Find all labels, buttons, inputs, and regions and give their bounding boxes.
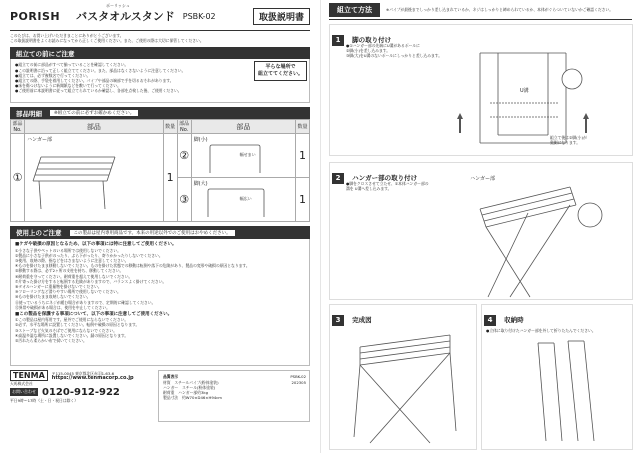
usage-heading-2: ■この製品を保護する事項について、以下の事項に注意してご使用ください。 — [15, 312, 173, 318]
step-1-after-line-1: 組立て後は②脚(小)が — [550, 135, 587, 140]
hanger-illustration — [27, 143, 127, 213]
part-2-cell — [191, 134, 295, 178]
company-name-jp: 天馬株式会社 — [10, 381, 33, 387]
product-title: バスタオルスタンド — [76, 10, 175, 23]
part-2-qty: 1 — [296, 134, 310, 178]
step-1-note: ②脚(小)を差し込みます。 — [346, 48, 391, 54]
notice-item: ●この説明書に沿って正しく組立ててください。また、部品はなくさないように注意してください。 — [15, 67, 186, 73]
usage-item: ⑪使っているうちにネジが緩む場合がありますので、定期的に確認してください。 — [15, 299, 156, 305]
step-2-label: ハンガー部の取り付け — [352, 174, 418, 182]
usage-item: ④高温多湿な場所に設置しないでください。錆の原因となります。 — [15, 332, 129, 338]
usage-item: ⑧タオルハンガーに重量物を掛けないでください。 — [15, 284, 102, 290]
intro-text — [10, 33, 310, 43]
part-1-qty: 1 — [163, 134, 177, 222]
step-4-note: ●立体に取り付けたハンガー部を外して折りたたんでください。 — [486, 328, 596, 333]
leg-large-label: 幅広い — [239, 196, 252, 202]
spec-line: 材質 スチールパイプ(粉体塗装) — [163, 379, 219, 385]
step-4-header — [482, 305, 632, 328]
right-page — [320, 0, 640, 453]
part-3-qty: 1 — [296, 178, 310, 222]
usage-item: ④ものを掛けたまま移動しないでください。ものを掛けた状態での移動は転倒や落下の危険があり、製品の変形や破損の原因となります。 — [15, 263, 250, 269]
part-3-no: ③ — [177, 178, 191, 222]
usage-heading: 使用上のご注意 — [16, 229, 62, 238]
part-2-no: ② — [177, 134, 191, 178]
contact-row — [10, 387, 152, 398]
hanger-part-label: ハンガー部 — [470, 176, 496, 182]
usage-title-bar — [10, 226, 310, 239]
part-2-name: 脚(小) — [193, 137, 208, 144]
storage-illustration — [498, 335, 618, 445]
phone-number[interactable]: 0120-912-922 — [42, 386, 120, 398]
usage-item: ②製品に小さな子供がのったり、ぶら下がったり、寄りかかったりしないでください。 — [15, 252, 163, 258]
col-name-header — [25, 120, 164, 134]
company-logo: TENMA — [10, 370, 48, 381]
usage-item: ③使用、収納の際、指などをはさまないように注意してください。 — [15, 258, 129, 264]
spec-title: 品質表示 — [163, 374, 179, 380]
col-name-label: 部品 — [86, 122, 101, 131]
flat-badge-line-1: 平らな場所で — [265, 64, 296, 71]
code-block — [290, 374, 306, 384]
step-2-notes — [346, 181, 466, 191]
leg-small-label: 幅せまい — [239, 152, 256, 158]
col-qty-header-2: 数量 — [296, 120, 310, 134]
steps-warning: ※パイプが最後までしっかり差し込まれているか、ネジはしっかりと締められているか、本体がぐらついていないかご確認ください。 — [386, 7, 614, 12]
usage-heading-1: ■ケガや破損の原因となるため、以下の事項には特に注意してご使用ください。 — [15, 242, 177, 248]
notice-item: ●床を傷つけないように新聞紙などを敷いて行ってください。 — [15, 83, 121, 89]
step-1-after-note — [550, 135, 587, 145]
step-1-note: ③脚(大)をU溝のないポールにしっかりと差し込みます。 — [346, 53, 443, 59]
step-3-panel — [329, 304, 477, 450]
step-2-note: ●脚をクロスさせて立たせ、①本体ハンガー部の — [346, 181, 429, 186]
usage-item: ①小さな子供やペットのいる場所では使用しないでください。 — [15, 247, 121, 253]
step-4-notes — [482, 328, 632, 333]
step-3-number: 3 — [332, 315, 344, 326]
usage-item: ①この製品は屋内専用です。屋外でご使用にならないでください。 — [15, 317, 129, 323]
step-3-label: 完成図 — [352, 316, 372, 324]
parts-title-bar — [10, 107, 310, 119]
product-code: PSBK-02 — [290, 374, 306, 380]
usage-box — [10, 239, 310, 366]
header-rule — [10, 30, 310, 31]
usage-item: ③ストーブなど火気のそばでご使用にならないでください。 — [15, 327, 117, 333]
notice-item: ●組立ての前に部品がすべて揃っていることを確認してください。 — [15, 62, 129, 68]
parts-table — [10, 119, 310, 222]
step-1-note: ●①ハンガー部の先端にU溝があるポールに — [346, 43, 420, 48]
step-4-label: 収納時 — [504, 316, 524, 324]
step-2-illustration — [450, 179, 620, 299]
notice-item: ●組立ての際、手袋を着用してください。パイプや部品の端部で手を切るおそれがあります。 — [15, 78, 174, 84]
step-3-header — [330, 305, 476, 328]
u-groove-label: U溝 — [520, 88, 529, 94]
parts-note: ※組立ての前に必ずお確かめください。 — [50, 110, 138, 116]
contact-label: お問い合わせ — [12, 389, 36, 395]
assembly-notice-title — [10, 47, 310, 59]
col-no-header: 部品No. — [12, 121, 23, 134]
company-url[interactable]: https://www.tenmacorp.co.jp — [51, 374, 134, 381]
usage-item: ⑫異常や破損がある場合は、使用を中止してください。 — [15, 304, 110, 310]
header — [10, 2, 310, 30]
step-4-panel — [481, 304, 633, 450]
brand-logo: PORISH — [10, 9, 61, 23]
leg-small-illustration — [206, 143, 266, 175]
step-1-panel — [329, 24, 633, 156]
assembly-notice-box — [10, 59, 310, 103]
part-3-cell — [191, 178, 295, 222]
spec-line: 耐荷重 ハンガー部約3kg — [163, 390, 208, 396]
flat-badge-line-2: 組立ててください。 — [257, 71, 303, 78]
step-1-after-line-2: 奥側になります。 — [550, 140, 581, 146]
usage-note: この製品は屋内専用商品です。本来の用途以外でのご使用はおやめください。 — [70, 230, 235, 236]
assembly-notice-heading: 組立ての前にご注意 — [16, 49, 75, 58]
spec-box — [158, 370, 310, 422]
completed-stand-illustration — [340, 327, 470, 447]
manual-label: 取扱説明書 — [253, 8, 310, 25]
print-date: 202305 — [291, 379, 306, 385]
steps-rule — [329, 19, 632, 20]
business-hours: 平日9時〜17時（土・日・祝日は除く） — [10, 397, 78, 403]
notice-item: ●ご使用前に本説明書に従って組立てられているか確認し、各部を点検した後、ご使用ください。 — [15, 88, 182, 94]
part-3-name: 脚(大) — [193, 181, 208, 188]
part-1-name: ハンガー部 — [27, 137, 53, 144]
intro-line-1: このたびは、お買い上げいただきまことにありがとうございます。 — [10, 33, 124, 38]
company-info — [52, 371, 134, 381]
step-2-number: 2 — [332, 173, 344, 184]
usage-item: ⑦片寄った掛け方をすると転倒する危険がありますので、バランスよく掛けてください。 — [15, 278, 167, 284]
spec-line: 製品寸法 約W70×D46×H94cm — [163, 395, 222, 401]
company-address: 〒115-0045 東京都北区赤羽1-63-6 — [51, 370, 115, 376]
step-1-number: 1 — [332, 35, 344, 46]
company-block — [10, 370, 152, 422]
intro-line-2: この取扱説明書をよくお読みになってから正しくご使用ください。また、ご使用の際は大切に保管してください。 — [10, 38, 204, 44]
company-row — [10, 370, 152, 381]
assembly-notice-list — [15, 62, 237, 93]
step-1-label: 脚の取り付け — [352, 36, 392, 44]
usage-item: ②必ず、水平な場所に設置してください。転倒や破損の原因となります。 — [15, 322, 140, 328]
usage-item: ⑤汚れたら柔らかい布で拭いてください。 — [15, 338, 87, 344]
step-4-number: 4 — [484, 315, 496, 326]
steps-title: 組立て方法 — [329, 3, 380, 17]
usage-item: ⑥耐荷重を守ってください。耐荷重を超えて使用しないでください。 — [15, 273, 133, 279]
parts-heading: 部品明細 — [16, 109, 42, 118]
spec-line: ハンガー スチール(粉体塗装) — [163, 384, 216, 390]
flat-place-badge — [254, 61, 307, 81]
steps-title-row — [329, 3, 632, 17]
step-2-note: 溝を U溝へ差し込みます。 — [346, 186, 392, 192]
usage-item: ⑨フローリングなど滑りやすい場所で使用しないでください。 — [15, 289, 121, 295]
leg-large-illustration — [204, 187, 268, 219]
notice-item: ●組立ては、必ず複数名で行ってください。 — [15, 72, 91, 78]
usage-item: ⑤移動する際は、必ず2ヶ所の支柱を持ち、移動してください。 — [15, 268, 124, 274]
col-name-label-2: 部品 — [236, 122, 251, 131]
col-qty-header: 数量 — [163, 120, 177, 134]
footer — [10, 370, 310, 422]
col-no-header-2: 部品No. — [179, 121, 190, 134]
model-number: PSBK-02 — [182, 11, 216, 21]
ruby-text: ポーリッシュ — [106, 3, 130, 8]
part-1-cell — [25, 134, 164, 222]
usage-item: ⑩ものを掛けたまま収納しないでください。 — [15, 294, 91, 300]
col-name-header-2 — [191, 120, 295, 134]
part-1-no: ① — [11, 134, 25, 222]
step-2-panel — [329, 162, 633, 300]
